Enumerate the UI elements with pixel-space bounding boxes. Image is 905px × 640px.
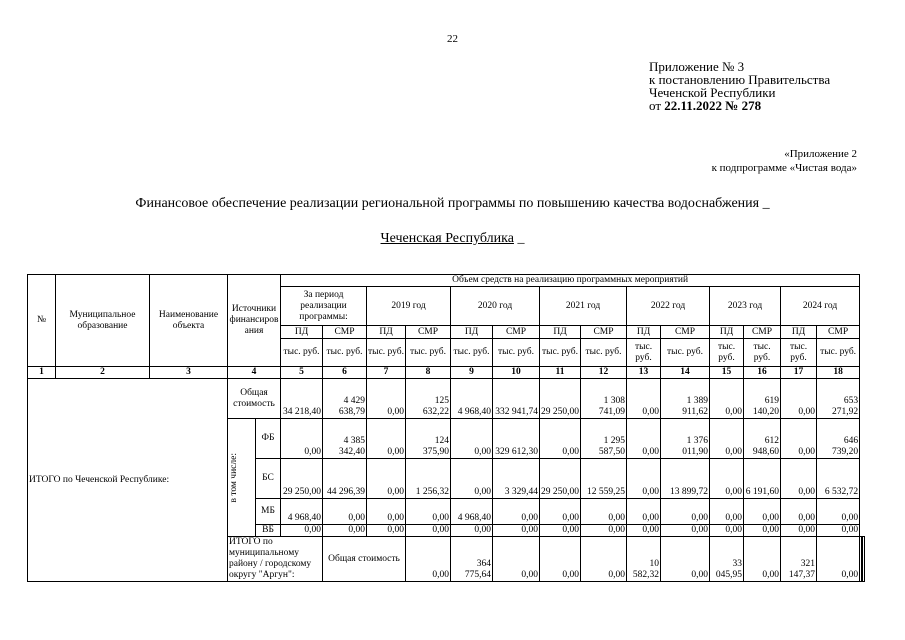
appendix-date-prefix: от	[649, 98, 665, 113]
table-cell: 6 191,60	[744, 459, 781, 499]
table-cell: 0,00	[627, 525, 661, 537]
financing-table	[27, 274, 865, 582]
table-cell: 0,00	[817, 537, 860, 582]
header-unit: тыс. руб.	[540, 339, 581, 367]
table-cell: 6 532,72	[817, 459, 860, 499]
table-cell: 0,00	[781, 499, 817, 525]
table-cell: 0,00	[406, 525, 451, 537]
column-number: 11	[540, 367, 581, 379]
column-number-row	[28, 367, 865, 379]
header-pd: ПД	[367, 326, 406, 339]
source-label-bs: БС	[256, 459, 281, 499]
table-cell: 1 256,32	[406, 459, 451, 499]
header-unit: тыс. руб.	[661, 339, 710, 367]
column-number: 18	[817, 367, 860, 379]
table-cell: 0,00	[710, 499, 744, 525]
table-cell: 0,00	[817, 499, 860, 525]
table-cell: 0,00	[367, 525, 406, 537]
table-cell: 29 250,00	[281, 459, 323, 499]
table-cell: 0,00	[781, 379, 817, 419]
appendix-line-2: к постановлению Правительства	[649, 72, 831, 87]
header-unit: тыс. руб.	[493, 339, 540, 367]
table-cell: 3 329,44	[493, 459, 540, 499]
table-cell: 0,00	[781, 525, 817, 537]
table-cell: 4 429 638,79	[323, 379, 367, 419]
column-number: 1	[28, 367, 56, 379]
table-cell: 4 385 342,40	[323, 419, 367, 459]
header-unit: тыс. руб.	[627, 339, 661, 367]
header-smr: СМР	[493, 326, 540, 339]
table-cell: 4 968,40	[451, 499, 493, 525]
table-cell: 0,00	[661, 525, 710, 537]
appendix-date	[649, 99, 830, 112]
header-smr: СМР	[817, 326, 860, 339]
table-cell: 0,00	[627, 419, 661, 459]
column-number: 8	[406, 367, 451, 379]
appendix-2-header	[712, 147, 857, 175]
table-cell: 646 739,20	[817, 419, 860, 459]
header-pd: ПД	[627, 326, 661, 339]
table-cell: 10 582,32	[627, 537, 661, 582]
column-number: 13	[627, 367, 661, 379]
column-number: 14	[661, 367, 710, 379]
argun-total-label: ИТОГО по муниципальному району / городскому округу "Аргун":	[228, 537, 323, 582]
table-cell: 0,00	[367, 379, 406, 419]
table-cell: 0,00	[581, 499, 627, 525]
header-smr: СМР	[744, 326, 781, 339]
appendix-date-number: 22.11.2022 № 278	[664, 98, 762, 113]
column-number: 16	[744, 367, 781, 379]
table-cell: 0,00	[323, 499, 367, 525]
source-label-mb: МБ	[256, 499, 281, 525]
table-cell: 0,00	[710, 419, 744, 459]
table-cell: 0,00	[451, 419, 493, 459]
table-cell: 0,00	[451, 459, 493, 499]
header-funds: Объем средств на реализацию программных мероприятий	[281, 275, 860, 287]
header-year-2021: 2021 год	[540, 287, 627, 326]
column-number: 10	[493, 367, 540, 379]
column-number: 7	[367, 367, 406, 379]
header-pd: ПД	[781, 326, 817, 339]
table-cell: 0,00	[406, 499, 451, 525]
header-year-2023: 2023 год	[710, 287, 781, 326]
appendix-header	[649, 60, 830, 112]
table-cell: 0,00	[710, 379, 744, 419]
header-year-2020: 2020 год	[451, 287, 540, 326]
table-cell: 0,00	[493, 537, 540, 582]
column-number: 9	[451, 367, 493, 379]
table-cell: 0,00	[540, 525, 581, 537]
table-cell: 0,00	[540, 499, 581, 525]
header-pd: ПД	[451, 326, 493, 339]
column-number: 3	[150, 367, 228, 379]
table-cell: 0,00	[710, 459, 744, 499]
header-unit: тыс. руб.	[710, 339, 744, 367]
table-cell: 0,00	[781, 459, 817, 499]
table-cell: 364 775,64	[451, 537, 493, 582]
column-number: 12	[581, 367, 627, 379]
header-sources: Источники финансирования	[228, 275, 281, 367]
table-cell: 0,00	[661, 499, 710, 525]
column-number: 17	[781, 367, 817, 379]
table-cell: 0,00	[406, 537, 451, 582]
table-cell: 0,00	[744, 525, 781, 537]
table-cell	[863, 537, 865, 582]
table-cell: 0,00	[710, 525, 744, 537]
column-number: 4	[228, 367, 281, 379]
table-cell: 29 250,00	[540, 379, 581, 419]
table-cell: 0,00	[493, 499, 540, 525]
header-unit: тыс. руб.	[451, 339, 493, 367]
table-cell: 13 899,72	[661, 459, 710, 499]
table-cell: 0,00	[581, 525, 627, 537]
header-unit: тыс. руб.	[281, 339, 323, 367]
total-cost-label: Общая стоимость	[228, 379, 281, 419]
table-cell: 0,00	[451, 525, 493, 537]
header-period: За период реализации программы:	[281, 287, 367, 326]
header-year-2019: 2019 год	[367, 287, 451, 326]
header-smr: СМР	[323, 326, 367, 339]
region-suffix: _	[513, 231, 525, 246]
table-cell: 321 147,37	[781, 537, 817, 582]
header-smr: СМР	[406, 326, 451, 339]
column-number: 6	[323, 367, 367, 379]
header-unit: тыс. руб.	[581, 339, 627, 367]
table-cell: 0,00	[627, 499, 661, 525]
header-unit: тыс. руб.	[781, 339, 817, 367]
table-cell: 12 559,25	[581, 459, 627, 499]
table-cell: 0,00	[281, 525, 323, 537]
table-cell: 0,00	[744, 537, 781, 582]
header-year-2024: 2024 год	[781, 287, 860, 326]
total-row-overall	[28, 379, 865, 419]
table-cell: 4 968,40	[451, 379, 493, 419]
appendix-2-line-2: к подпрограмме «Чистая вода»	[711, 162, 857, 174]
source-label-fb: ФБ	[256, 419, 281, 459]
document-title: Финансовое обеспечение реализации региональной программы по повышению качества водоснабжения _	[135, 196, 770, 211]
table-cell: 1 295 587,50	[581, 419, 627, 459]
header-municipality: Муниципальное образование	[56, 275, 150, 367]
table-cell: 0,00	[581, 537, 627, 582]
table-cell: 0,00	[540, 537, 581, 582]
header-unit: тыс. руб.	[817, 339, 860, 367]
table-cell: 4 968,40	[281, 499, 323, 525]
table-cell: 1 376 011,90	[661, 419, 710, 459]
header-unit: тыс. руб.	[323, 339, 367, 367]
appendix-line-3: Чеченской Республики	[649, 85, 776, 100]
table-cell: 0,00	[323, 525, 367, 537]
header-unit: тыс. руб.	[744, 339, 781, 367]
header-pd: ПД	[540, 326, 581, 339]
table-cell: 612 948,60	[744, 419, 781, 459]
header-num: №	[28, 275, 56, 367]
table-cell: 0,00	[367, 419, 406, 459]
header-year-2022: 2022 год	[627, 287, 710, 326]
total-republic-label: ИТОГО по Чеченской Республике:	[28, 379, 228, 582]
table-cell: 0,00	[661, 537, 710, 582]
table-cell: 44 296,39	[323, 459, 367, 499]
table-cell: 332 941,74	[493, 379, 540, 419]
header-unit: тыс. руб.	[406, 339, 451, 367]
table-cell: 0,00	[367, 499, 406, 525]
table-cell: 33 045,95	[710, 537, 744, 582]
table-cell: 0,00	[744, 499, 781, 525]
region-name: Чеченская Республика	[380, 231, 514, 246]
table-cell: 653 271,92	[817, 379, 860, 419]
header-pd: ПД	[281, 326, 323, 339]
including-label: в том числе:	[229, 452, 239, 503]
header-smr: СМР	[661, 326, 710, 339]
table-cell: 0,00	[493, 525, 540, 537]
table-cell: 0,00	[627, 379, 661, 419]
column-number: 15	[710, 367, 744, 379]
table-cell: 0,00	[281, 419, 323, 459]
header-unit: тыс. руб.	[367, 339, 406, 367]
table-cell: 619 140,20	[744, 379, 781, 419]
table-cell: 34 218,40	[281, 379, 323, 419]
table-cell: 29 250,00	[540, 459, 581, 499]
header-pd: ПД	[710, 326, 744, 339]
table-cell: 0,00	[781, 419, 817, 459]
table-cell: 0,00	[367, 459, 406, 499]
table-cell: 329 612,30	[493, 419, 540, 459]
column-number: 5	[281, 367, 323, 379]
table-cell: 124 375,90	[406, 419, 451, 459]
header-object: Наименование объекта	[150, 275, 228, 367]
appendix-line-1: Приложение № 3	[649, 59, 745, 74]
page-number: 22	[447, 33, 458, 45]
source-label-vb: ВБ	[256, 525, 281, 537]
header-smr: СМР	[581, 326, 627, 339]
argun-total-cost-label: Общая стоимость	[323, 537, 406, 582]
table-cell: 1 308 741,09	[581, 379, 627, 419]
column-number: 2	[56, 367, 150, 379]
region-heading	[0, 231, 905, 247]
appendix-2-line-1: «Приложение 2	[784, 148, 857, 160]
table-cell: 125 632,22	[406, 379, 451, 419]
table-cell: 0,00	[627, 459, 661, 499]
table-cell: 1 389 911,62	[661, 379, 710, 419]
table-cell: 0,00	[540, 419, 581, 459]
including-label-cell	[228, 419, 256, 537]
table-cell: 0,00	[817, 525, 860, 537]
